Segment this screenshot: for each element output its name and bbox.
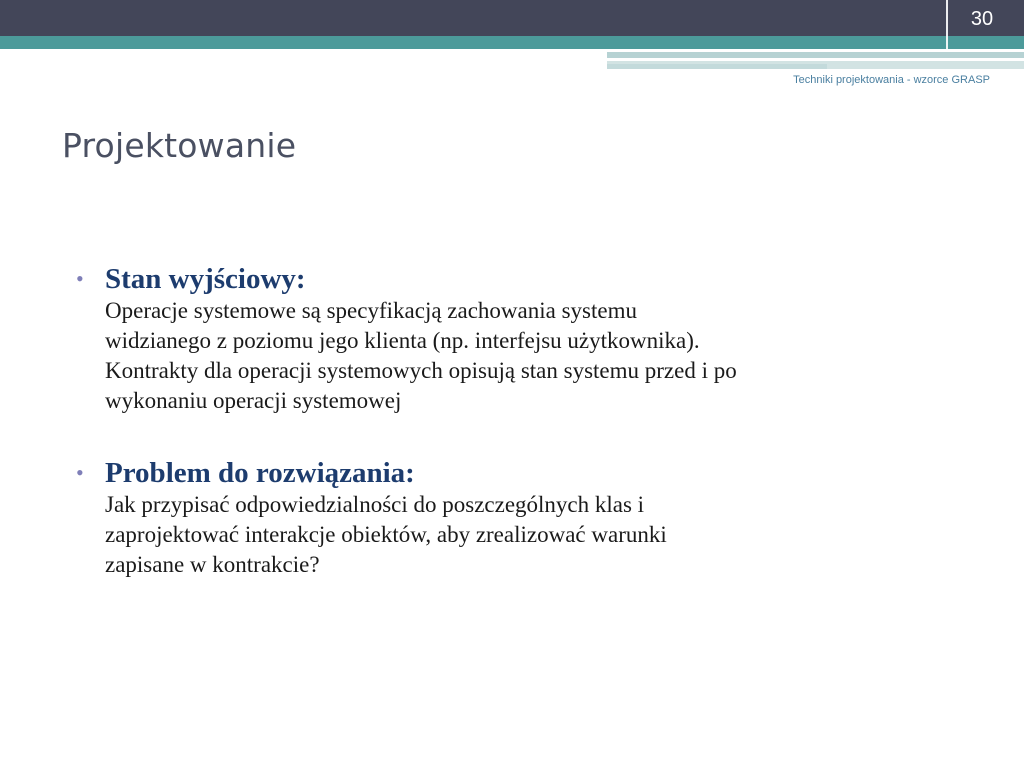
bullet-heading: Problem do rozwiązania:	[105, 457, 415, 489]
slide-number: 30	[970, 8, 994, 30]
bullet-line: Operacje systemowe są specyfikacją zachowania systemu	[105, 298, 637, 323]
bullet-line: Kontrakty dla operacji systemowych opisują stan systemu przed i po	[105, 358, 737, 383]
bullet-line: widzianego z poziomu jego klienta (np. interfejsu użytkownika).	[105, 328, 700, 353]
slide-title: Projektowanie	[62, 126, 297, 165]
bullet-dot-icon: •	[76, 460, 84, 485]
bullet-line: Jak przypisać odpowiedzialności do poszczególnych klas i	[105, 492, 645, 517]
bullet-line: wykonaniu operacji systemowej	[105, 388, 402, 413]
bullet-line: zaprojektować interakcje obiektów, aby zrealizować warunki	[105, 522, 667, 547]
presentation-title: Techniki projektowania - wzorce GRASP	[793, 74, 990, 86]
slide-number-divider	[946, 0, 948, 49]
bullet-item	[74, 456, 984, 580]
header-band	[0, 0, 1024, 36]
bullet-body	[105, 456, 984, 580]
bullet-line: zapisane w kontrakcie?	[105, 552, 320, 577]
header-light-stripe-3	[607, 64, 827, 69]
header-accent-stripe	[0, 36, 1024, 49]
header-light-stripe-1	[607, 52, 1024, 58]
bullet-item	[74, 262, 984, 416]
slide-content	[74, 262, 984, 620]
bullet-heading: Stan wyjściowy:	[105, 263, 306, 295]
bullet-dot-icon: •	[76, 266, 84, 291]
bullet-body	[105, 262, 984, 416]
